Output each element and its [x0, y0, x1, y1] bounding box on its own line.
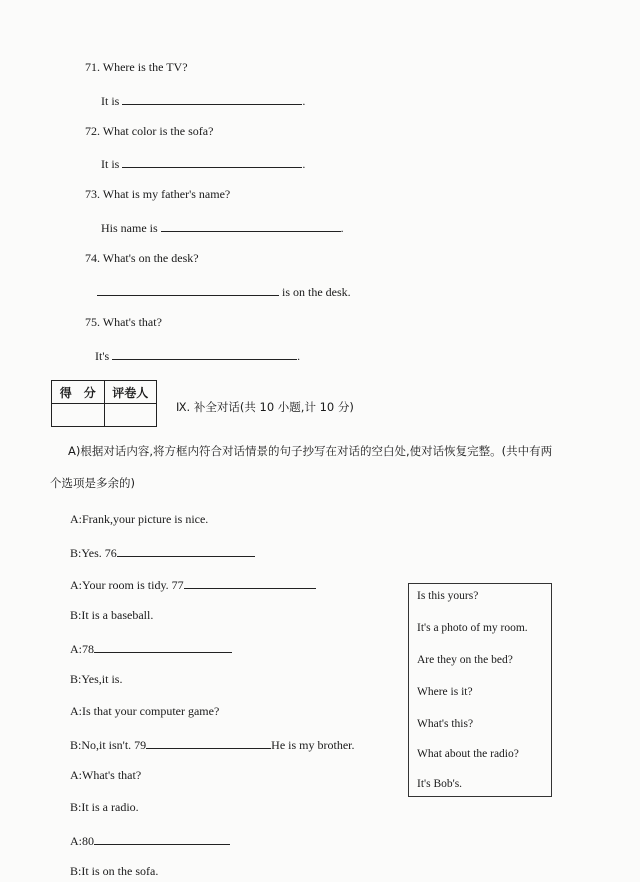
dialogue-line: B:Yes. 76 — [70, 544, 255, 561]
dialogue-line: A:78 — [70, 640, 232, 657]
dialogue-line: A:What's that? — [70, 768, 142, 782]
option: Where is it? — [417, 686, 473, 698]
dialogue-line: A:80 — [70, 832, 230, 849]
section-title: Ⅸ. 补全对话(共 10 小题,计 10 分) — [176, 400, 354, 414]
question-75: 75. What's that? — [85, 315, 162, 329]
question-74: 74. What's on the desk? — [85, 251, 199, 265]
dialogue-line: B:It is on the sofa. — [70, 864, 159, 878]
option: It's Bob's. — [417, 778, 463, 790]
options-box — [408, 583, 552, 797]
answer-72: It is . — [101, 157, 306, 171]
grader-cell — [104, 404, 157, 427]
question-72: 72. What color is the sofa? — [85, 124, 214, 138]
question-71: 71. Where is the TV? — [85, 60, 188, 74]
dialogue-line: A:Your room is tidy. 77 — [70, 576, 316, 593]
option: What's this? — [417, 718, 474, 730]
option: Is this yours? — [417, 590, 479, 602]
instruction: A)根据对话内容,将方框内符合对话情景的句子抄写在对话的空白处,使对话恢复完整。(共中有两 — [68, 444, 553, 458]
dialogue-line: B:No,it isn't. 79 He is my brother. — [70, 738, 355, 752]
option: Are they on the bed? — [417, 654, 513, 666]
dialogue-line: B:Yes,it is. — [70, 672, 123, 686]
dialogue-line: B:It is a baseball. — [70, 608, 154, 622]
instruction-cont: 个选项是多余的) — [50, 476, 135, 490]
dialogue-line: B:It is a radio. — [70, 800, 139, 814]
question-73: 73. What is my father's name? — [85, 187, 231, 201]
score-cell — [52, 404, 105, 427]
option: What about the radio? — [417, 748, 519, 760]
answer-71: It is . — [101, 94, 306, 108]
score-table: 得 分 评卷人 — [51, 380, 157, 427]
answer-73: His name is . — [101, 221, 344, 235]
answer-75: It's . — [95, 349, 301, 363]
option: It's a photo of my room. — [417, 622, 528, 634]
answer-74: is on the desk. — [97, 283, 351, 300]
dialogue-line: A:Is that your computer game? — [70, 704, 220, 718]
dialogue-line: A:Frank,your picture is nice. — [70, 512, 209, 526]
